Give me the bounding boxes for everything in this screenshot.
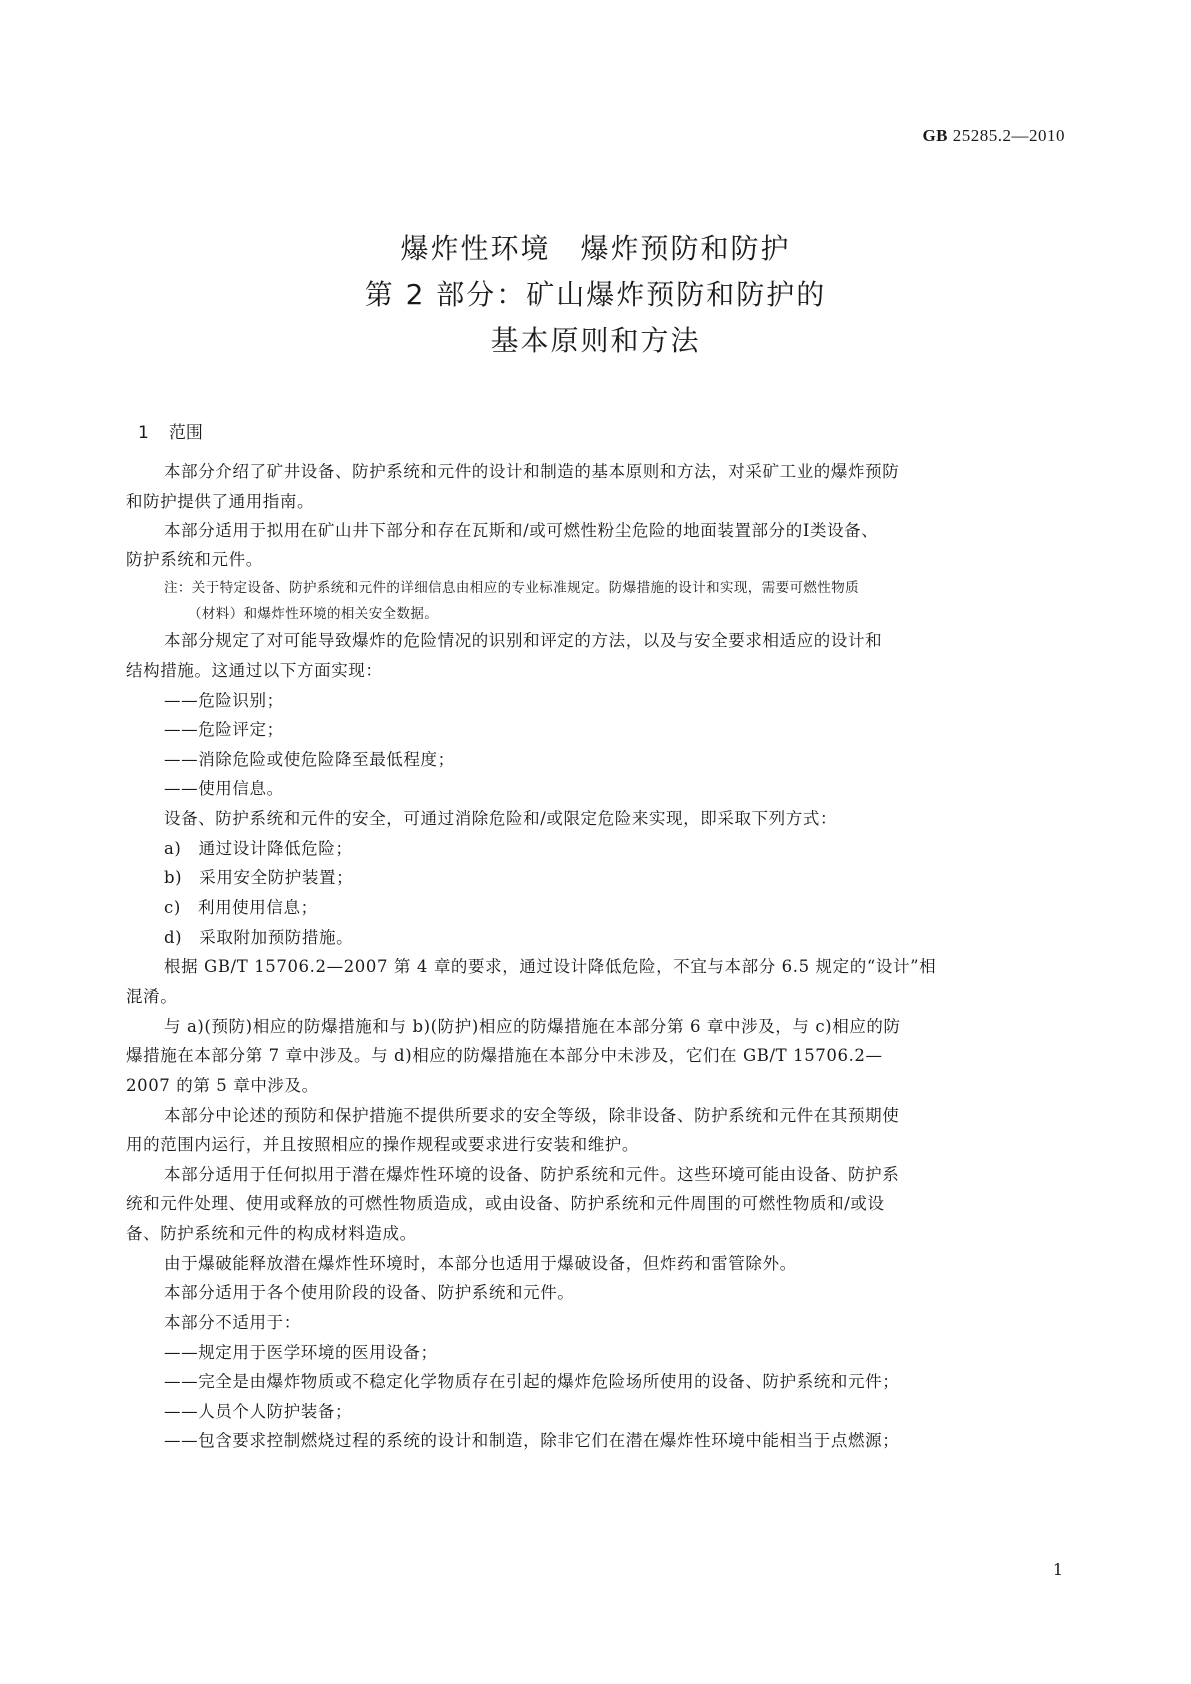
body-line: 本部分介绍了矿井设备、防护系统和元件的设计和制造的基本原则和方法，对采矿工业的爆炸预防 xyxy=(164,462,900,481)
standard-number: 25285.2—2010 xyxy=(952,126,1065,145)
page-number: 1 xyxy=(1052,1560,1063,1579)
section-number: 1 xyxy=(138,423,149,443)
body-line: 本部分规定了对可能导致爆炸的危险情况的识别和评定的方法，以及与安全要求相适应的设计和 xyxy=(164,631,883,650)
note-line-1: 注：关于特定设备、防护系统和元件的详细信息由相应的专业标准规定。防爆措施的设计和实现，需要可燃性物质 xyxy=(164,580,859,596)
list-item: ——规定用于医学环境的医用设备； xyxy=(164,1343,438,1362)
body-line: 本部分适用于各个使用阶段的设备、防护系统和元件。 xyxy=(164,1283,575,1302)
body-line: 由于爆破能释放潜在爆炸性环境时，本部分也适用于爆破设备，但炸药和雷管除外。 xyxy=(164,1254,797,1273)
body-line: 备、防护系统和元件的构成材料造成。 xyxy=(126,1224,417,1243)
list-item: ——人员个人防护装备； xyxy=(164,1402,353,1421)
body-line: 设备、防护系统和元件的安全，可通过消除危险和/或限定危险来实现，即采取下列方式： xyxy=(164,809,838,828)
body-line: 与 a)(预防)相应的防爆措施和与 b)(防护)相应的防爆措施在本部分第 6 章中涉及，与 c)相应的防 xyxy=(164,1017,901,1036)
list-item: ——包含要求控制燃烧过程的系统的设计和制造，除非它们在潜在爆炸性环境中能相当于点燃源； xyxy=(164,1431,900,1450)
standard-prefix: GB xyxy=(922,126,948,145)
standard-code xyxy=(922,126,1065,146)
section-heading xyxy=(138,418,203,443)
list-item: ——消除危险或使危险降至最低程度； xyxy=(164,750,455,769)
list-item: b) 采用安全防护装置； xyxy=(164,868,354,887)
body-line: 和防护提供了通用指南。 xyxy=(126,492,315,511)
list-item: c) 利用使用信息； xyxy=(164,898,318,917)
body-line: 防护系统和元件。 xyxy=(126,550,263,569)
body-line: 结构措施。这通过以下方面实现： xyxy=(126,661,383,680)
body-line: 爆措施在本部分第 7 章中涉及。与 d)相应的防爆措施在本部分中未涉及，它们在 GB/T 15706.2— xyxy=(126,1046,883,1065)
list-item: ——完全是由爆炸物质或不稳定化学物质存在引起的爆炸危险场所使用的设备、防护系统和元件； xyxy=(164,1372,900,1391)
title-line-2: 第 2 部分：矿山爆炸预防和防护的 xyxy=(364,278,827,311)
list-item: ——危险评定； xyxy=(164,720,284,739)
list-item: d) 采取附加预防措施。 xyxy=(164,928,354,947)
title-line-3: 基本原则和方法 xyxy=(490,324,701,357)
body-line: 本部分中论述的预防和保护措施不提供所要求的安全等级，除非设备、防护系统和元件在其预期使 xyxy=(164,1106,900,1125)
document-title xyxy=(0,226,1191,364)
list-item: ——使用信息。 xyxy=(164,779,284,798)
body-line: 根据 GB/T 15706.2—2007 第 4 章的要求，通过设计降低危险，不宜与本部分 6.5 规定的“设计”相 xyxy=(164,957,937,976)
title-line-1: 爆炸性环境 爆炸预防和防护 xyxy=(400,232,791,265)
section-title: 范围 xyxy=(168,423,203,443)
list-item: a) 通过设计降低危险； xyxy=(164,839,353,858)
body-line: 本部分适用于拟用在矿山井下部分和存在瓦斯和/或可燃性粉尘危险的地面装置部分的Ⅰ类设备、 xyxy=(164,521,879,540)
body-line: 用的范围内运行，并且按照相应的操作规程或要求进行安装和维护。 xyxy=(126,1135,639,1154)
body-line: 2007 的第 5 章中涉及。 xyxy=(126,1076,319,1095)
body-line: 混淆。 xyxy=(126,987,178,1006)
list-item: ——危险识别； xyxy=(164,691,284,710)
body-line: 本部分适用于任何拟用于潜在爆炸性环境的设备、防护系统和元件。这些环境可能由设备、防护系 xyxy=(164,1165,900,1184)
body-line: 本部分不适用于： xyxy=(164,1313,301,1332)
body-line: 统和元件处理、使用或释放的可燃性物质造成，或由设备、防护系统和元件周围的可燃性物质和/或设 xyxy=(126,1194,885,1213)
note-line-2: （材料）和爆炸性环境的相关安全数据。 xyxy=(188,606,439,622)
